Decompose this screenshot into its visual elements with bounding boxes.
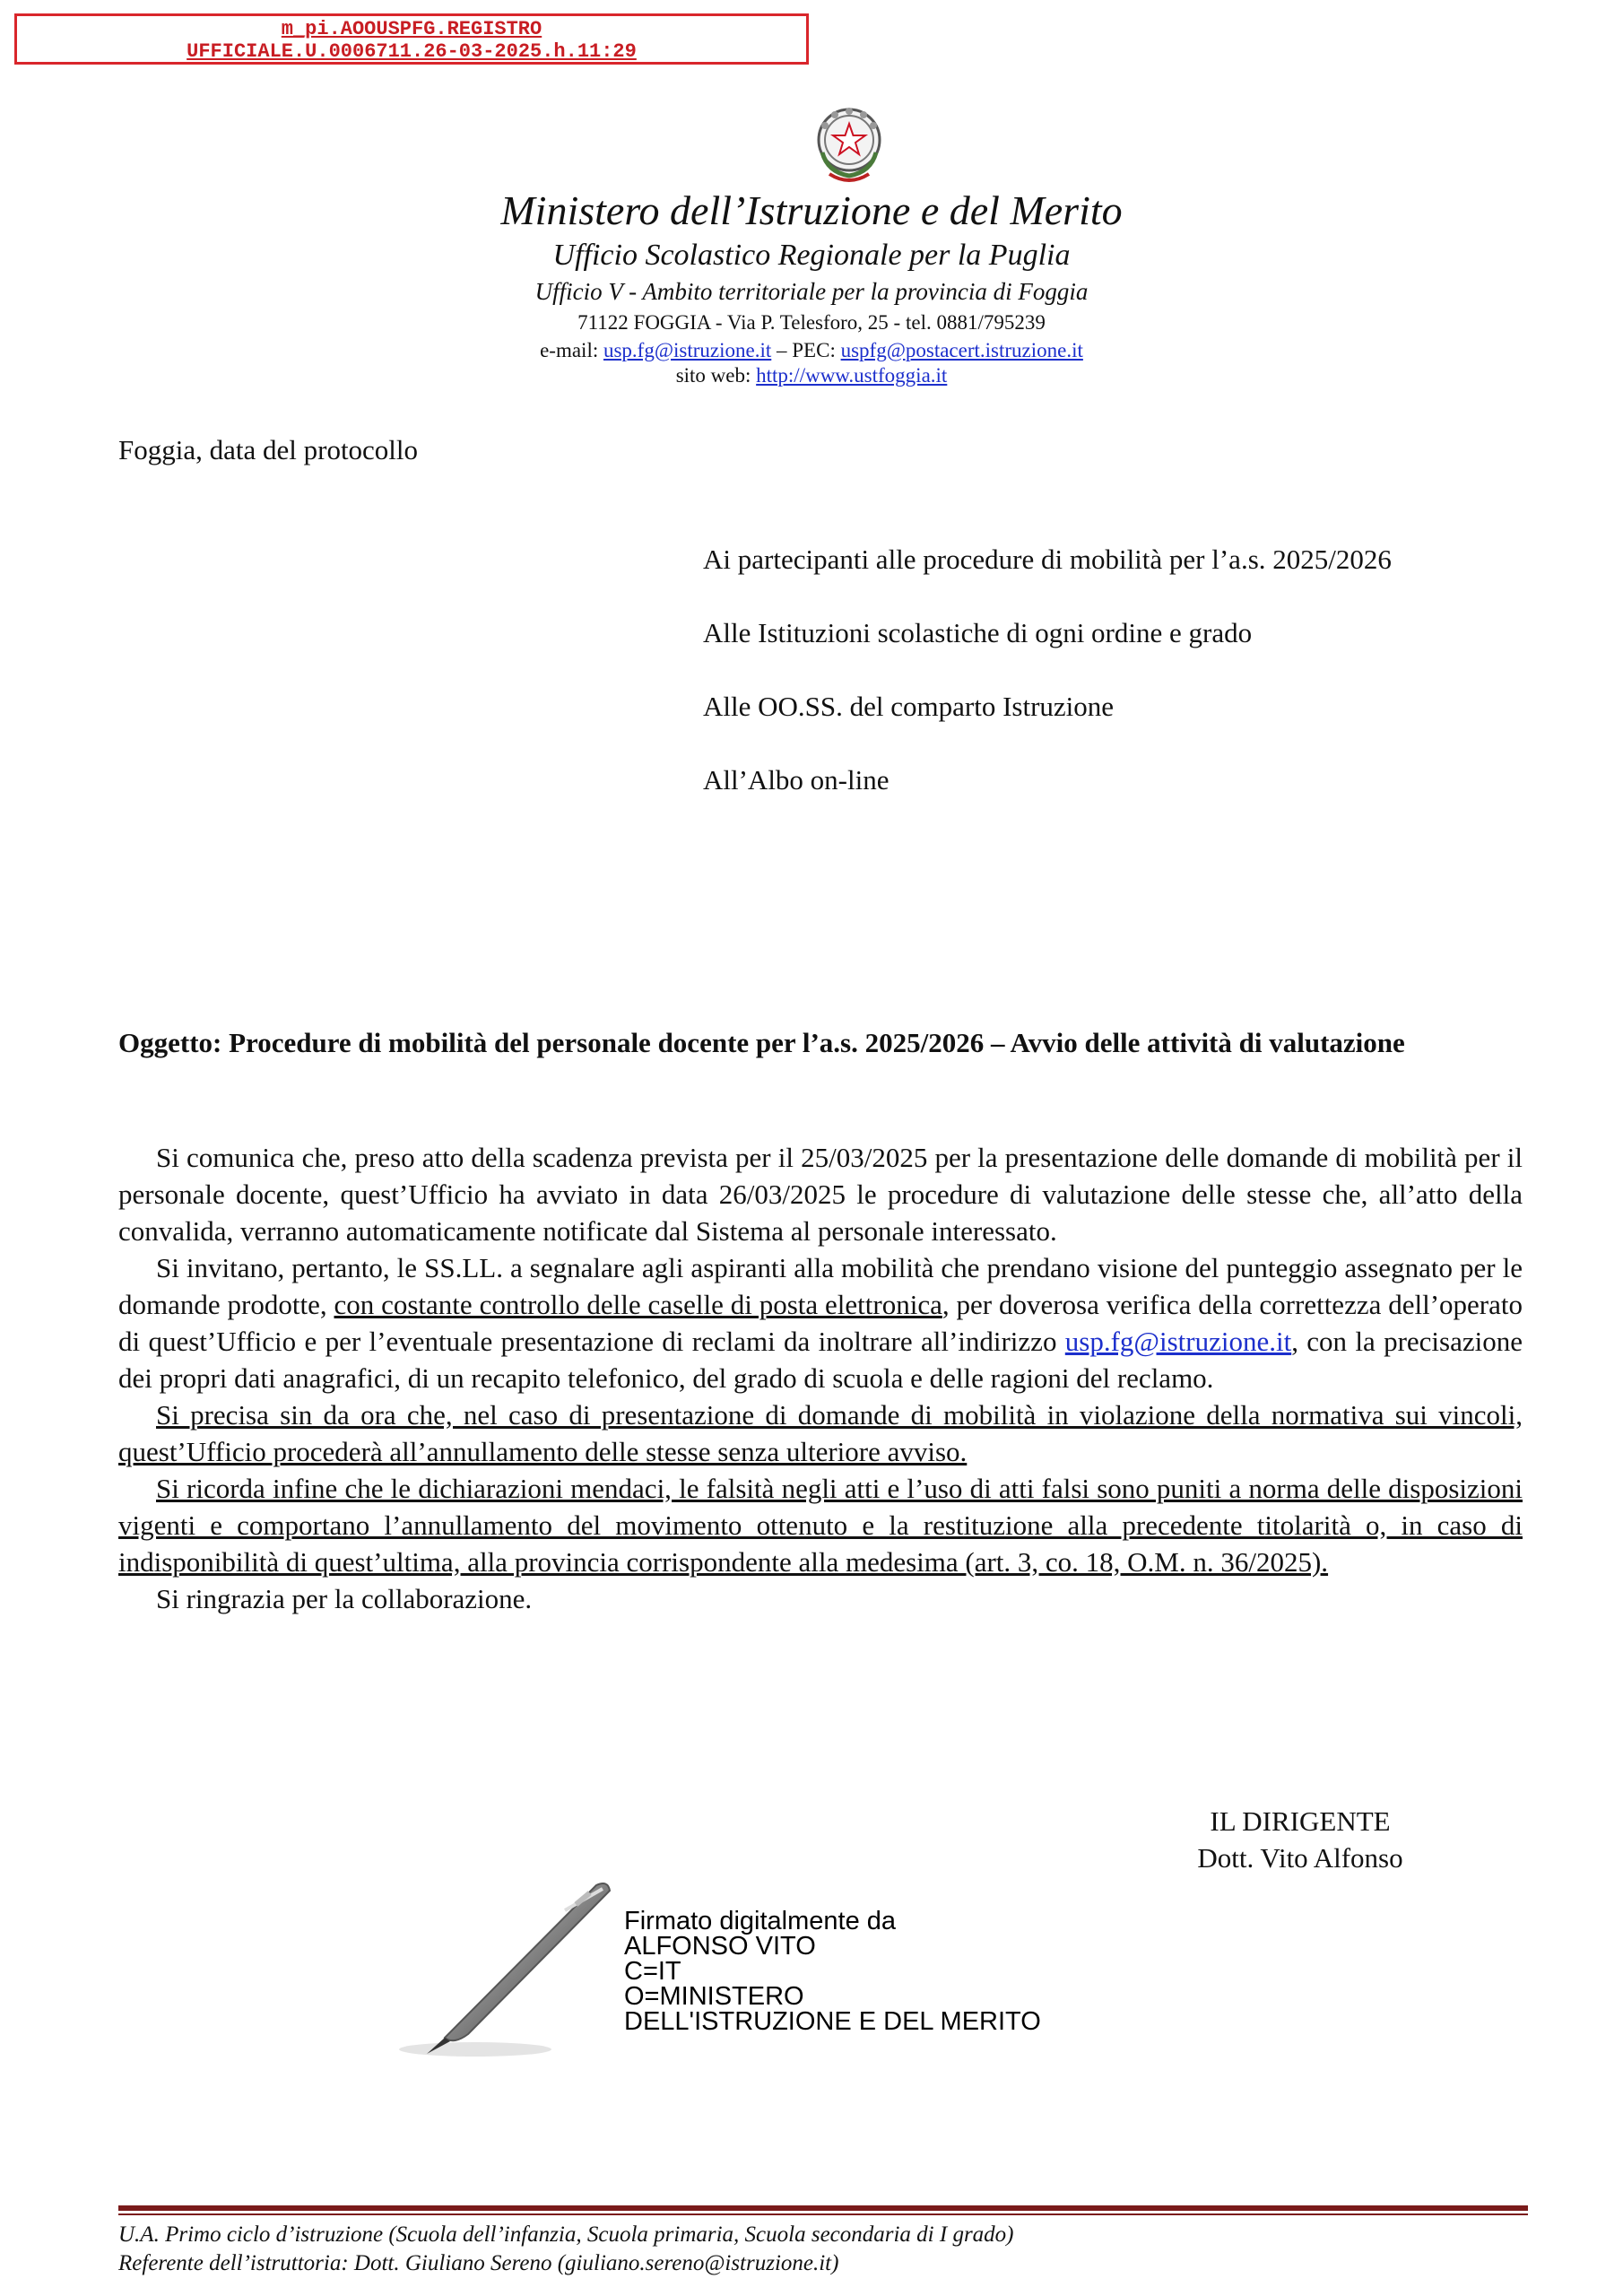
paragraph-2-underlined: con costante controllo delle caselle di posta elettronica (334, 1289, 942, 1320)
digital-signature-line-2: ALFONSO VITO (624, 1932, 816, 1961)
territorial-office: Ufficio V - Ambito territoriale per la provincia di Foggia (534, 278, 1089, 305)
recipient-4: All’Albo on-line (703, 764, 890, 796)
paragraph-2-text-a: Si invitano, pertanto, le SS.LL. a segnalare agli aspiranti alla mobilità che prendano visione del punteggio assegnato per le domande prodotte, (118, 1252, 1523, 1320)
pen-icon (395, 1874, 619, 2063)
recipient-3: Alle OO.SS. del comparto Istruzione (703, 691, 1115, 722)
footer-rule-thin (118, 2213, 1528, 2215)
signature-block (1148, 1803, 1453, 1876)
paragraph-3 (118, 1396, 1523, 1470)
paragraph-2 (118, 1249, 1523, 1396)
digital-signature-line-1: Firmato digitalmente da (624, 1907, 897, 1935)
subject-line: Oggetto: Procedure di mobilità del personale docente per l’a.s. 2025/2026 – Avvio delle attività di valutazione (118, 1027, 1405, 1058)
paragraph-4 (118, 1470, 1523, 1580)
paragraph-2-text-c: , con la precisazione dei propri dati anagrafici, di un recapito telefonico, del grado di scuola e delle ragioni del reclamo. (118, 1326, 1523, 1394)
stamp-line-2: UFFICIALE.U.0006711.26-03-2025.h.11:29 (187, 40, 637, 63)
digital-signature-line-5: DELL'ISTRUZIONE E DEL MERITO (624, 2007, 1041, 2036)
ministry-title: Ministero dell’Istruzione e del Merito (500, 187, 1123, 233)
digital-signature-line-4: O=MINISTERO (624, 1982, 804, 2011)
footer-rule (118, 2205, 1528, 2211)
email-link[interactable]: usp.fg@istruzione.it (603, 339, 772, 361)
website-link[interactable]: http://www.ustfoggia.it (756, 364, 948, 387)
stamp-line-1: m_pi.AOOUSPFG.REGISTRO (281, 18, 542, 40)
paragraph-5: Si ringrazia per la collaborazione. (156, 1583, 533, 1614)
digital-signature-line-3: C=IT (624, 1957, 681, 1986)
date-line: Foggia, data del protocollo (118, 434, 419, 465)
paragraph-4-text: Si ricorda infine che le dichiarazioni mendaci, le falsità negli atti e l’uso di atti falsi sono puniti a norma delle disposizioni vigenti e comportano l’annullamento del movimento ottenuto e la restituzione alla precedente titolarità o, in caso di indisponibilità di quest’ultima, alla provincia corrispondente alla medesima (art. 3, co. 18, O.M. n. 36/2025). (118, 1473, 1523, 1578)
paragraph-3-text: Si precisa sin da ora che, nel caso di presentazione di domande di mobilità in violazione della normativa sui vincoli, quest’Ufficio procederà all’annullamento delle stesse senza ulteriore avviso. (118, 1399, 1523, 1467)
contact-line (0, 339, 1623, 362)
signer-role: IL DIRIGENTE (1210, 1805, 1391, 1837)
regional-office: Ufficio Scolastico Regionale per la Puglia (552, 239, 1071, 272)
email-prefix: e-mail: (540, 339, 603, 361)
recipient-1: Ai partecipanti alle procedure di mobilità per l’a.s. 2025/2026 (703, 544, 1392, 575)
letter-body (118, 1139, 1523, 1617)
footer-referent: Referente dell’istruttoria: Dott. Giuliano Sereno (giuliano.sereno@istruzione.it) (118, 2251, 839, 2275)
paragraph-2-text-b: , per doverosa verifica della correttezza dell’operato di quest’Ufficio e per l’eventuale presentazione di reclami da inoltrare all’indirizzo (118, 1289, 1523, 1357)
pec-prefix: – PEC: (771, 339, 841, 361)
office-address: 71122 FOGGIA - Via P. Telesforo, 25 - tel. 0881/795239 (577, 311, 1046, 334)
website-line (0, 364, 1623, 387)
footer-office: U.A. Primo ciclo d’istruzione (Scuola dell’infanzia, Scuola primaria, Scuola secondaria di I grado) (118, 2222, 1014, 2247)
italian-republic-emblem-icon (810, 99, 889, 188)
reclami-email-link[interactable]: usp.fg@istruzione.it (1064, 1326, 1292, 1357)
protocol-stamp (14, 13, 809, 65)
paragraph-1: Si comunica che, preso atto della scadenza prevista per il 25/03/2025 per la presentazione delle domande di mobilità per il personale docente, quest’Ufficio ha avviato in data 26/03/2025 le procedure di valutazione delle stesse che, all’atto della convalida, verranno automaticamente notificate dal Sistema al personale interessato. (118, 1142, 1523, 1247)
recipient-2: Alle Istituzioni scolastiche di ogni ordine e grado (703, 617, 1253, 648)
web-prefix: sito web: (675, 364, 757, 387)
signer-name: Dott. Vito Alfonso (1197, 1842, 1403, 1874)
digital-signature (624, 1909, 1041, 2034)
pec-link[interactable]: uspfg@postacert.istruzione.it (840, 339, 1083, 361)
